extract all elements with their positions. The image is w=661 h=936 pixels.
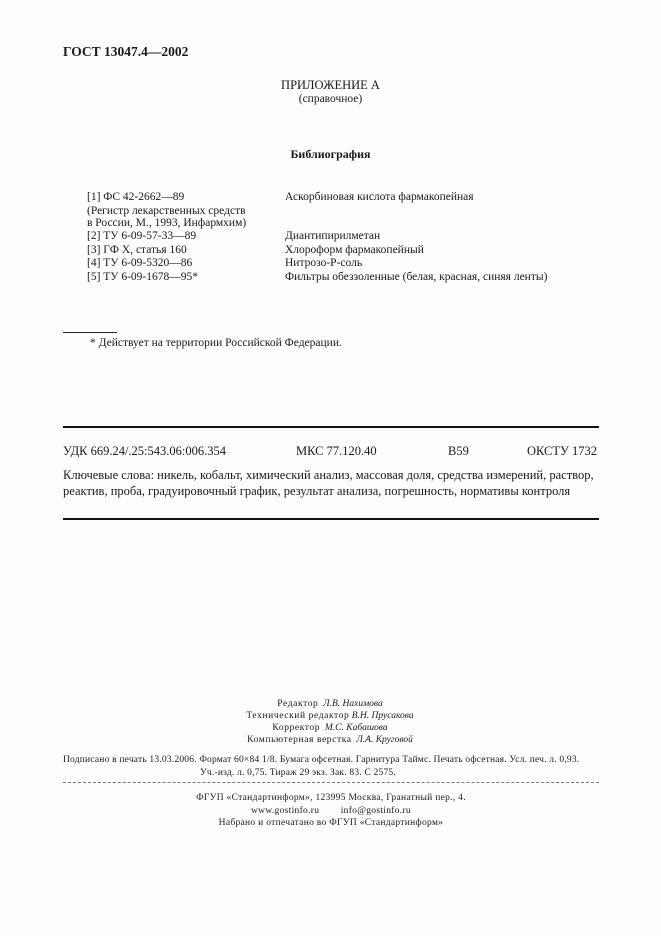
- publisher-printed: Набрано и отпечатано во ФГУП «Стандартинформ»: [218, 818, 444, 828]
- bib-desc-4: Нитрозо-Р-соль: [285, 257, 363, 269]
- appendix-subtitle: (справочное): [298, 93, 363, 105]
- publisher-contacts: [63, 805, 599, 818]
- credit-role: Редактор: [277, 699, 319, 709]
- publisher-address: ФГУП «Стандартинформ», 123995 Москва, Гранатный пер., 4.: [196, 793, 466, 803]
- bib-ref-1-extra-2: в России, М., 1993, Инфармхим): [87, 217, 247, 229]
- bib-desc-5: Фильтры обеззоленные (белая, красная, синяя ленты): [285, 271, 548, 283]
- bib-ref-1-extra-1: (Регистр лекарственных средств: [87, 205, 246, 217]
- credit-tech-editor: [150, 710, 510, 723]
- bib-desc-2: Диантипирилметан: [285, 230, 381, 242]
- publisher-site[interactable]: www.gostinfo.ru: [251, 805, 320, 816]
- bib-ref-1: [1] ФС 42-2662—89: [87, 191, 185, 203]
- bib-ref-4: [4] ТУ 6-09-5320—86: [87, 257, 193, 269]
- credit-name: Л.В. Нахимова: [323, 699, 383, 709]
- credit-proofreader: [150, 722, 510, 735]
- credit-name: В.Н. Прусакова: [351, 711, 414, 721]
- credit-role: Корректор: [272, 723, 321, 733]
- bib-ref-3: [3] ГФ X, статья 160: [87, 244, 187, 256]
- credit-name: М.С. Кабашова: [324, 723, 388, 733]
- publisher-email[interactable]: info@gostinfo.ru: [340, 805, 411, 816]
- mks-code: МКС 77.120.40: [296, 444, 377, 458]
- keywords-bottom-rule: [63, 518, 599, 520]
- publisher-block: [63, 792, 599, 830]
- publisher-divider: [63, 782, 599, 783]
- keywords: Ключевые слова: никель, кобальт, химический анализ, массовая доля, средства измерений, раствор, реактив, проба, градуировочный график, результат анализа, погрешность, нормативы контроля: [63, 468, 594, 498]
- footnote: * Действует на территории Российской Федерации.: [90, 337, 342, 349]
- udk-code: УДК 669.24/.25:543.06:006.354: [63, 444, 226, 458]
- credit-role: Технический редактор: [246, 711, 350, 721]
- footnote-divider: [63, 332, 117, 333]
- credit-role: Компьютерная верстка: [247, 735, 352, 745]
- bib-ref-2: [2] ТУ 6-09-57-33—89: [87, 230, 197, 242]
- category-code: В59: [448, 444, 469, 458]
- document-header: ГОСТ 13047.4—2002: [63, 44, 189, 59]
- print-info-line-2: Уч.-изд. л. 0,75. Тираж 29 экз. Зак. 83. С 2575.: [200, 768, 396, 778]
- print-info-line-1: Подписано в печать 13.03.2006. Формат 60×84 1/8. Бумага офсетная. Гарнитура Таймс. Печать офсетная. Усл. печ. л. 0,93.: [63, 755, 580, 765]
- okstu-code: ОКСТУ 1732: [527, 444, 598, 458]
- bib-desc-1: Аскорбиновая кислота фармакопейная: [285, 191, 474, 203]
- credit-layout: [150, 734, 510, 747]
- credit-name: Л.А. Круговой: [356, 735, 413, 745]
- appendix-title: ПРИЛОЖЕНИЕ А: [281, 78, 380, 92]
- bib-desc-3: Хлороформ фармакопейный: [285, 244, 424, 256]
- bib-ref-5: [5] ТУ 6-09-1678—95*: [87, 271, 198, 283]
- classification-top-rule: [63, 426, 599, 428]
- bibliography-title: Библиография: [290, 147, 371, 161]
- credit-editor: [150, 698, 510, 711]
